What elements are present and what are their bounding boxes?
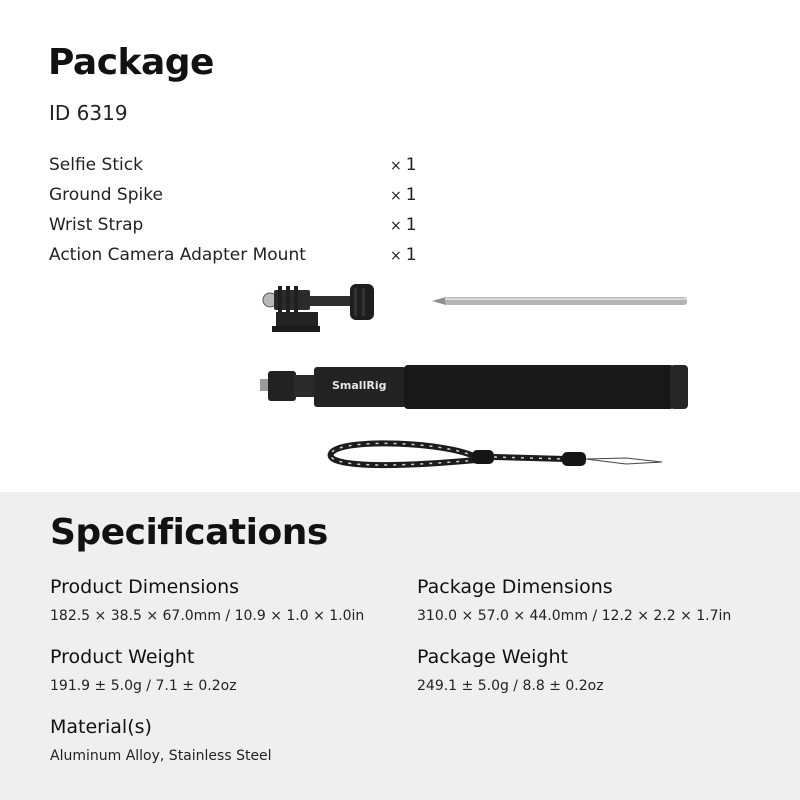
ground-spike-image — [432, 292, 692, 310]
product-id: ID 6319 — [49, 101, 128, 125]
qty-value: 1 — [405, 155, 417, 175]
product-weight-label: Product Weight — [50, 646, 195, 668]
product-dimensions-value: 182.5 × 38.5 × 67.0mm / 10.9 × 1.0 × 1.0in — [50, 608, 365, 624]
item-qty-ground-spike — [390, 185, 417, 205]
item-name-wrist-strap: Wrist Strap — [49, 215, 144, 235]
specifications-title: Specifications — [50, 512, 328, 553]
product-dimensions-label: Product Dimensions — [50, 576, 240, 598]
item-name-adapter-mount: Action Camera Adapter Mount — [49, 245, 306, 265]
wrist-strap-image — [326, 440, 668, 474]
item-qty-adapter-mount — [390, 245, 417, 265]
qty-value: 1 — [405, 185, 417, 205]
package-weight-label: Package Weight — [417, 646, 568, 668]
qty-symbol: × — [390, 188, 402, 204]
item-name-ground-spike: Ground Spike — [49, 185, 163, 205]
package-weight-value: 249.1 ± 5.0g / 8.8 ± 0.2oz — [417, 678, 604, 694]
item-name-selfie-stick: Selfie Stick — [49, 155, 143, 175]
selfie-stick-image — [258, 362, 692, 412]
qty-symbol: × — [390, 158, 402, 174]
adapter-mount-image — [258, 278, 382, 338]
materials-label: Material(s) — [50, 716, 152, 738]
qty-value: 1 — [405, 245, 417, 265]
brand-logo: SmallRig — [332, 379, 387, 392]
qty-value: 1 — [405, 215, 417, 235]
materials-value: Aluminum Alloy, Stainless Steel — [50, 748, 272, 764]
package-dimensions-value: 310.0 × 57.0 × 44.0mm / 12.2 × 2.2 × 1.7in — [417, 608, 732, 624]
package-title: Package — [48, 42, 214, 83]
qty-symbol: × — [390, 248, 402, 264]
product-weight-value: 191.9 ± 5.0g / 7.1 ± 0.2oz — [50, 678, 237, 694]
item-qty-selfie-stick — [390, 155, 417, 175]
item-qty-wrist-strap — [390, 215, 417, 235]
package-dimensions-label: Package Dimensions — [417, 576, 613, 598]
qty-symbol: × — [390, 218, 402, 234]
